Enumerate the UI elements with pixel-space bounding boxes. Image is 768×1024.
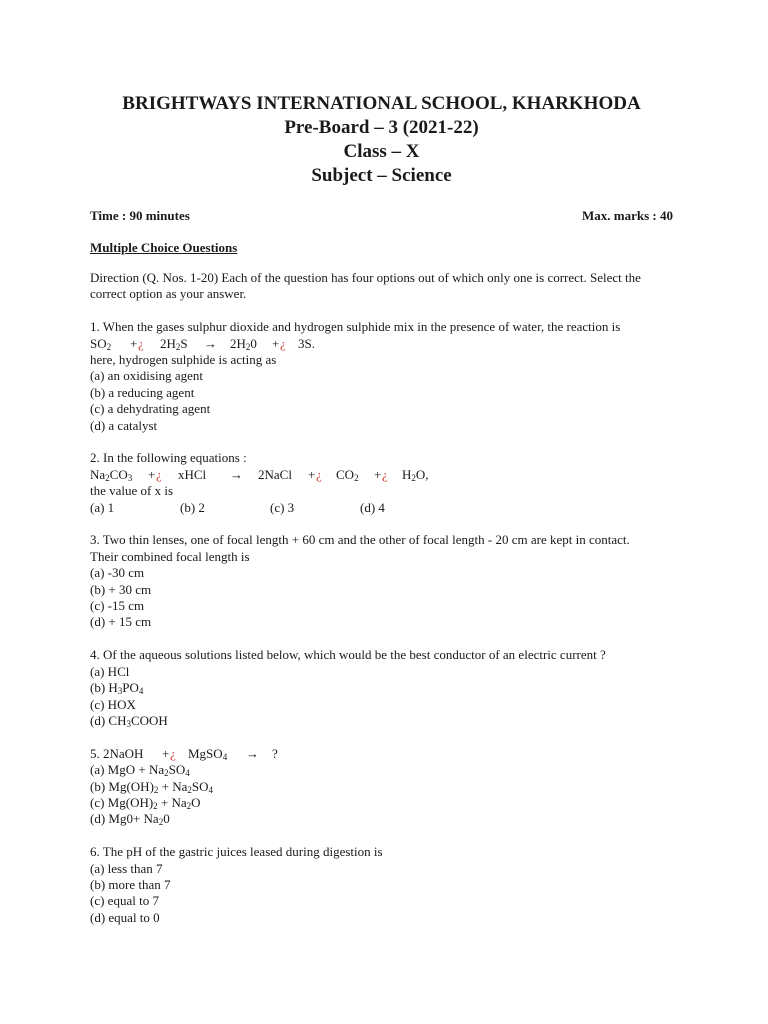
option-b: (b) + 30 cm bbox=[90, 581, 152, 597]
option-a: (a) 1 bbox=[90, 499, 115, 515]
options-row bbox=[90, 500, 673, 516]
arrow-symbol: → bbox=[230, 466, 243, 482]
product-h2o: $H_2O$, bbox=[402, 466, 429, 483]
question-tail: the value of x is bbox=[90, 483, 174, 499]
product-nacl: 2NaCl bbox=[258, 466, 292, 482]
product-h2o: $2H_20$ bbox=[230, 335, 257, 352]
option-d: (d) $CH_3COOH$ bbox=[90, 712, 168, 729]
option-d: (d) + 15 cm bbox=[90, 614, 152, 630]
option-a: (a) MgO + $Na_2SO_4$ bbox=[90, 762, 190, 779]
question-6 bbox=[90, 844, 673, 926]
question-tail: here, hydrogen sulphide is acting as bbox=[90, 352, 277, 368]
paper-header bbox=[90, 92, 673, 188]
question-2 bbox=[90, 450, 673, 516]
question-stem: 6. The pH of the gastric juices leased during digestion is bbox=[90, 844, 383, 860]
product-co2: $CO_2$ bbox=[336, 466, 359, 483]
option-c: (c) a dehydrating agent bbox=[90, 401, 211, 417]
option-c: (c) 3 bbox=[270, 499, 295, 515]
question-stem: 4. Of the aqueous solutions listed below, which would be the best conductor of an electric current ? bbox=[90, 647, 606, 663]
section-title: Multiple Choice Ouestions bbox=[90, 240, 238, 255]
question-4 bbox=[90, 647, 673, 729]
reaction-equation bbox=[90, 467, 673, 483]
glyph-symbol: ¿ bbox=[156, 466, 162, 482]
max-marks: Max. marks : 40 bbox=[582, 208, 673, 223]
option-d: (d) a catalyst bbox=[90, 417, 158, 433]
school-name: BRIGHTWAYS INTERNATIONAL SCHOOL, KHARKHODA bbox=[122, 93, 641, 114]
question-stem: 3. Two thin lenses, one of focal length + 60 cm and the other of focal length - 20 cm are kept in contact. bbox=[90, 532, 630, 548]
plus-sign: + bbox=[148, 466, 156, 482]
option-c: (c) $Mg(OH)_2 + Na_2O$ bbox=[90, 794, 201, 811]
arrow-symbol: → bbox=[246, 745, 259, 761]
reactant-hcl: xHCl bbox=[178, 466, 207, 482]
class-name: Class – X bbox=[343, 141, 420, 162]
reactant-h2s: $2H_2S$ bbox=[160, 335, 188, 352]
plus-sign: + bbox=[130, 335, 138, 351]
reactant-mgso4: MgSO$_4$ bbox=[188, 745, 228, 762]
question-stem-cont: Their combined focal length is bbox=[90, 548, 250, 564]
time-allowed: Time : 90 minutes bbox=[90, 208, 190, 223]
question-stem: 1. When the gases sulphur dioxide and hydrogen sulphide mix in the presence of water, the reaction is bbox=[90, 319, 621, 335]
question-stem: 2. In the following equations : bbox=[90, 450, 247, 466]
reactant-so2: $SO_2$ bbox=[90, 335, 112, 352]
option-a: (a) less than 7 bbox=[90, 860, 163, 876]
glyph-symbol: ¿ bbox=[170, 745, 176, 761]
subject-name: Subject – Science bbox=[311, 165, 452, 186]
question-number-reactant: 5. 2NaOH bbox=[90, 745, 144, 761]
product-sulphur: 3S. bbox=[298, 335, 315, 351]
option-c: (c) HOX bbox=[90, 696, 136, 712]
exam-name: Pre-Board – 3 (2021-22) bbox=[284, 117, 479, 138]
option-b: (b) more than 7 bbox=[90, 876, 171, 892]
option-b: (b) $H_3PO_4$ bbox=[90, 680, 144, 697]
plus-sign: + bbox=[272, 335, 280, 351]
option-c: (c) equal to 7 bbox=[90, 893, 159, 909]
reactant-na2co3: $Na_2CO_3$ bbox=[90, 466, 133, 483]
glyph-symbol: ¿ bbox=[316, 466, 322, 482]
option-d: (d) 4 bbox=[360, 499, 385, 515]
glyph-symbol: ¿ bbox=[280, 335, 286, 351]
plus-sign: + bbox=[162, 745, 170, 761]
option-b: (b) $Mg(OH)_2 + Na_2SO_4$ bbox=[90, 778, 214, 795]
arrow-symbol: → bbox=[204, 335, 217, 351]
question-5 bbox=[90, 746, 673, 828]
exam-meta bbox=[90, 208, 673, 224]
plus-sign: + bbox=[374, 466, 382, 482]
option-b: (b) a reducing agent bbox=[90, 384, 195, 400]
option-d: (d) equal to 0 bbox=[90, 909, 160, 925]
unknown-product: ? bbox=[272, 745, 278, 761]
option-d: (d) $Mg0+ Na_20$ bbox=[90, 811, 170, 828]
option-a: (a) -30 cm bbox=[90, 565, 145, 581]
question-3 bbox=[90, 532, 673, 630]
option-c: (c) -15 cm bbox=[90, 598, 145, 614]
plus-sign: + bbox=[308, 466, 316, 482]
option-a: (a) an oxidising agent bbox=[90, 368, 203, 384]
option-a: (a) HCl bbox=[90, 663, 130, 679]
question-paper bbox=[90, 92, 673, 926]
option-b: (b) 2 bbox=[180, 499, 205, 515]
question-1 bbox=[90, 319, 673, 434]
direction-text: Direction (Q. Nos. 1-20) Each of the question has four options out of which only one is correct. Select the correct option as your answer. bbox=[90, 270, 641, 302]
glyph-symbol: ¿ bbox=[382, 466, 388, 482]
reaction-equation bbox=[90, 336, 673, 352]
reaction-equation bbox=[90, 746, 673, 762]
glyph-symbol: ¿ bbox=[138, 335, 144, 351]
